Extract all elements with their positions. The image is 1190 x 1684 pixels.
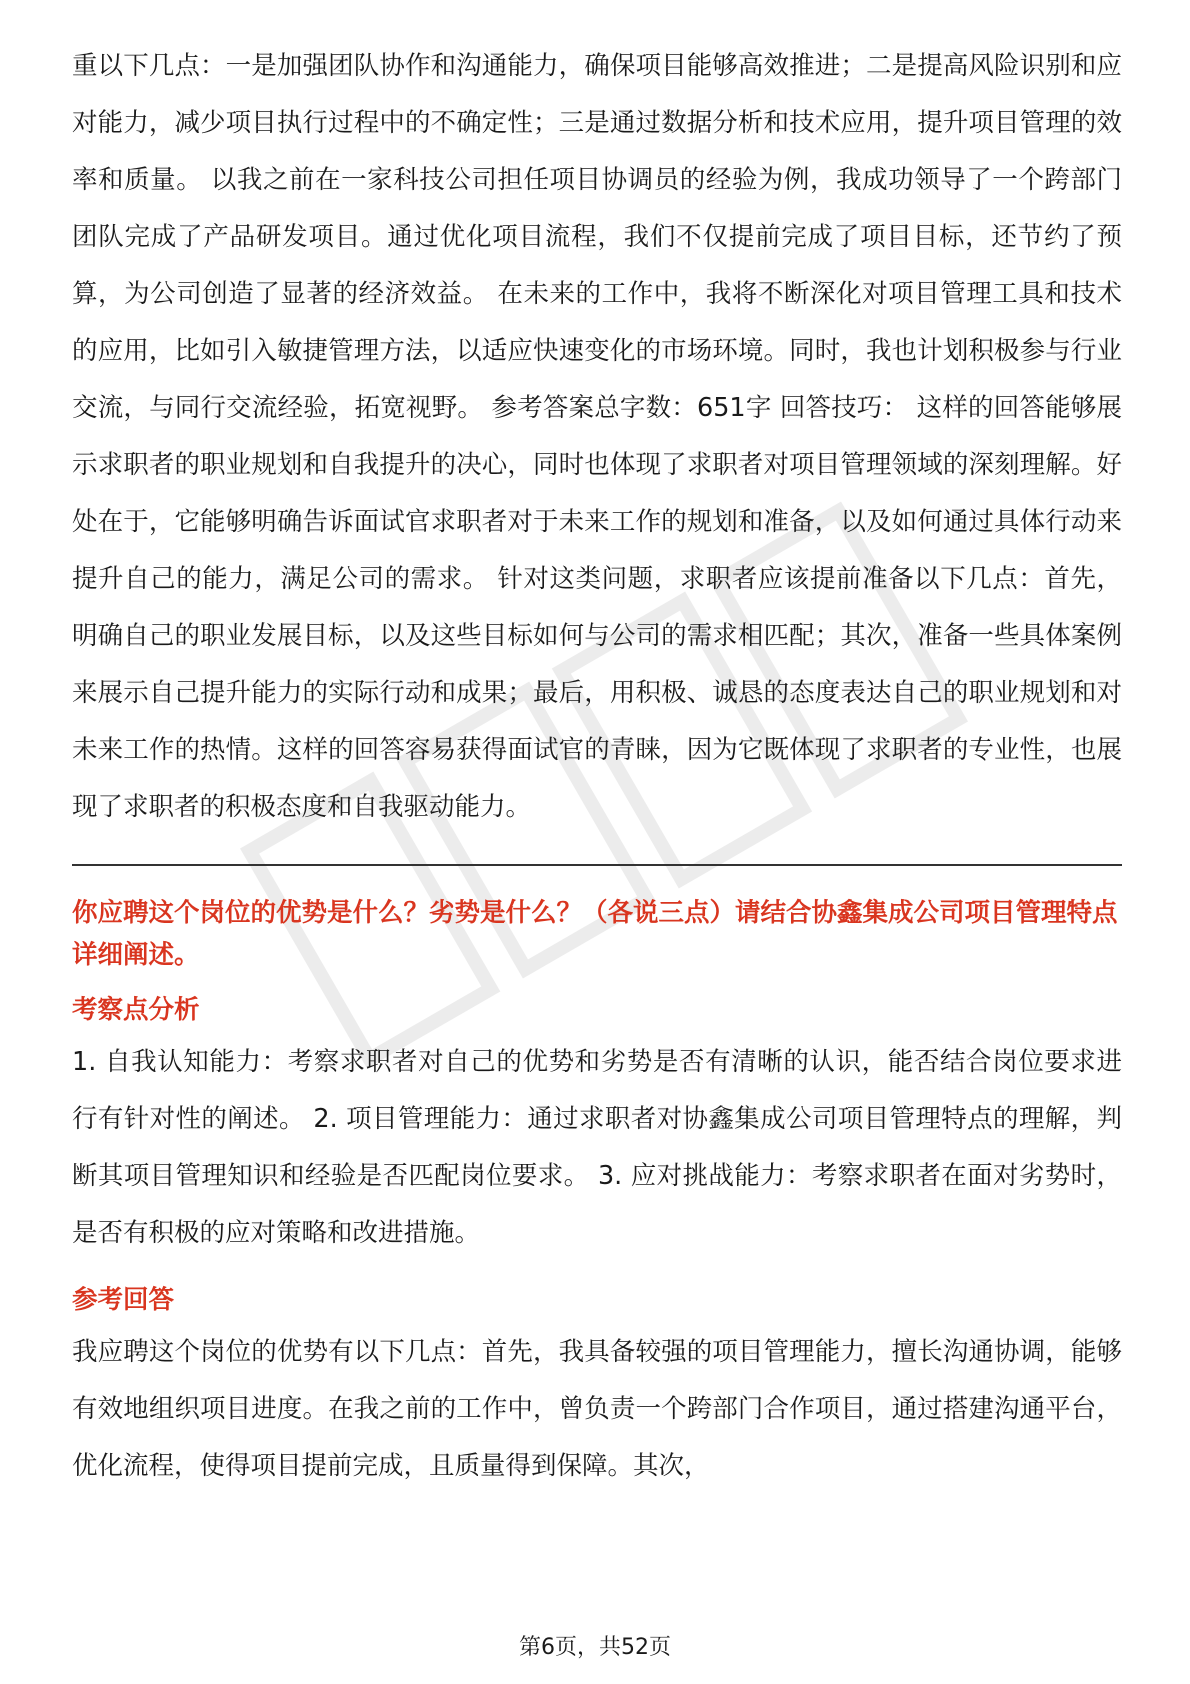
answer-text: 我应聘这个岗位的优势有以下几点：首先，我具备较强的项目管理能力，擅长沟通协调，能够有效地组织项目进度。在我之前的工作中，曾负责一个跨部门合作项目，通过搭建沟通平台，优化流程，使得项目提前完成，且质量得到保障。其次， xyxy=(72,1337,1122,1481)
answer-title: 参考回答 xyxy=(72,1285,175,1315)
analysis-title: 考察点分析 xyxy=(72,995,200,1025)
intro-paragraph: 重以下几点：一是加强团队协作和沟通能力，确保项目能够高效推进；二是提高风险识别和应对能力，减少项目执行过程中的不确定性；三是通过数据分析和技术应用，提升项目管理的效率和质量。 以我之前在一家科技公司担任项目协调员的经验为例，我成功领导了一个跨部门团队完成了产品研发项目。通过优化项目流程，我们不仅提前完成了项目目标，还节约了预算，为公司创造了显著的经济效益。 在未来的工作中，我将不断深化对项目管理工具和技术的应用，比如引入敏捷管理方法，以适应快速变化的市场环境。同时，我也计划积极参与行业交流，与同行交流经验，拓宽视野。 参考答案总字数：651字 回答技巧： 这样的回答能够展示求职者的职业规划和自我提升的决心，同时也体现了求职者对项目管理领域的深刻理解。好处在于，它能够明确告诉面试官求职者对于未来工作的规划和准备，以及如何通过具体行动来提升自己的能力，满足公司的需求。 针对这类问题，求职者应该提前准备以下几点：首先，明确自己的职业发展目标，以及这些目标如何与公司的需求相匹配；其次，准备一些具体案例来展示自己提升能力的实际行动和成果；最后，用积极、诚恳的态度表达自己的职业规划和对未来工作的热情。这样的回答容易获得面试官的青睐，因为它既体现了求职者的专业性，也展现了求职者的积极态度和自我驱动能力。 xyxy=(72,51,1122,822)
interview-question: 你应聘这个岗位的优势是什么？劣势是什么？（各说三点）请结合协鑫集成公司项目管理特点详细阐述。 xyxy=(72,898,1118,970)
page-number: 第6页，共52页 xyxy=(519,1635,671,1660)
document-page xyxy=(72,38,1122,1495)
section-divider xyxy=(72,864,1122,866)
analysis-text: 1. 自我认知能力：考察求职者对自己的优势和劣势是否有清晰的认识，能否结合岗位要求进行有针对性的阐述。 2. 项目管理能力：通过求职者对协鑫集成公司项目管理特点的理解，判断其项目管理知识和经验是否匹配岗位要求。 3. 应对挑战能力：考察求职者在面对劣势时，是否有积极的应对策略和改进措施。 xyxy=(72,1047,1122,1248)
